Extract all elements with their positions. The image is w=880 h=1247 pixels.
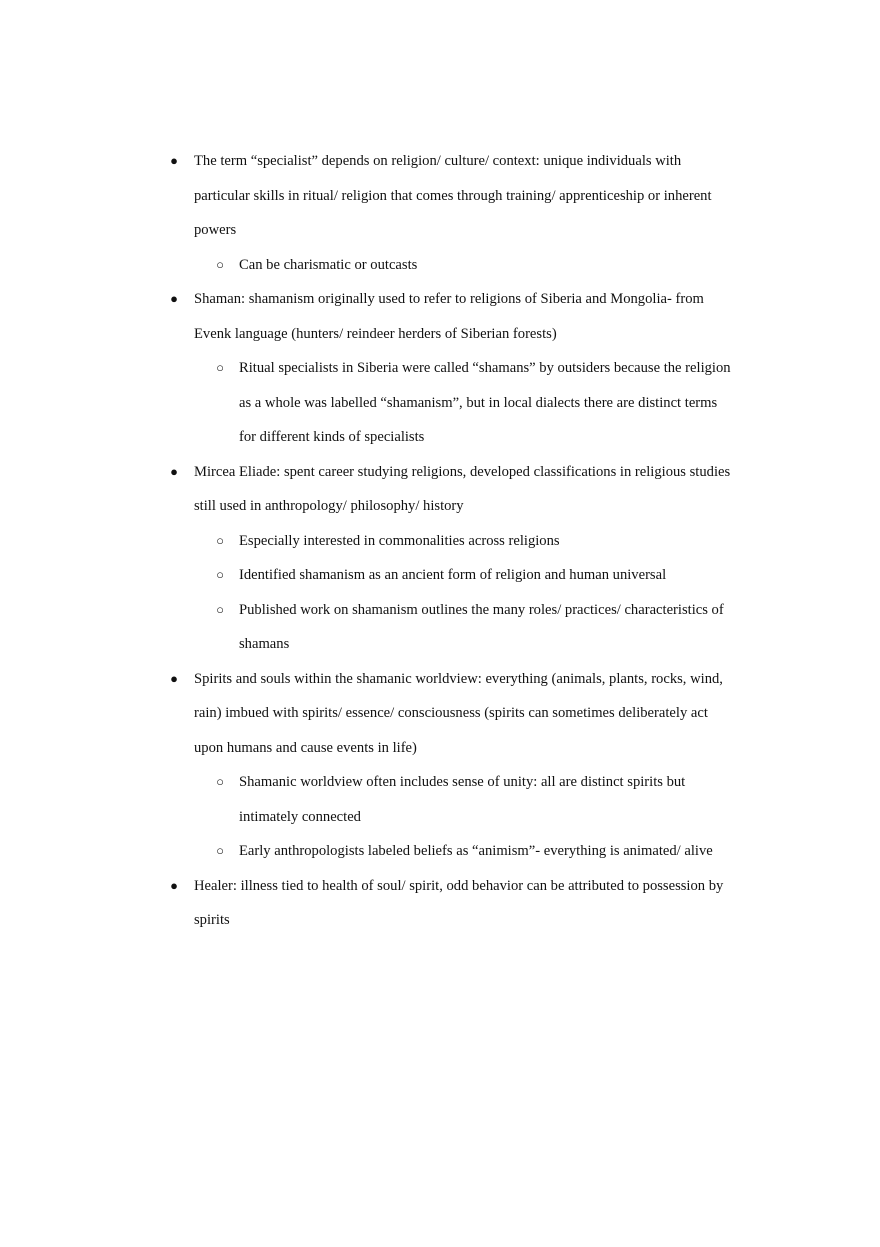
sub-list-item-text: Early anthropologists labeled beliefs as “animism”- everything is animated/ alive (239, 843, 713, 859)
sub-list-item (216, 834, 734, 869)
sub-list-item-text: Published work on shamanism outlines the many roles/ practices/ characteristics of shamans (239, 601, 724, 652)
bullet-circle: ○ (216, 532, 224, 548)
list-item-text: Healer: illness tied to health of soul/ spirit, odd behavior can be attributed to possession by spirits (194, 877, 724, 928)
list-item-text: Spirits and souls within the shamanic worldview: everything (animals, plants, rocks, wind, rain) imbued with spirits/ essence/ consciousness (spirits can sometimes deliberately act upon humans and cause events in life) (194, 670, 723, 756)
bullet-circle: ○ (216, 567, 224, 582)
bullet-circle: ○ (216, 256, 224, 272)
bullet-disc: ● (170, 463, 178, 479)
list-item-text: Shaman: shamanism originally used to refer to religions of Siberia and Mongolia- from Evenk language (hunters/ reindeer herders of Siberian forests) (194, 291, 704, 342)
notes-list (170, 144, 734, 938)
bullet-circle: ○ (216, 360, 224, 375)
list-item (170, 144, 734, 248)
bullet-circle: ○ (216, 774, 224, 789)
sub-list-item (216, 351, 734, 455)
list-item (170, 282, 734, 351)
bullet-circle: ○ (216, 843, 224, 858)
list-item-text: The term “specialist” depends on religion/ culture/ context: unique individuals with particular skills in ritual/ religion that comes through training/ apprenticeship or inherent powers (194, 153, 712, 238)
sub-list-item-text: Identified shamanism as an ancient form of religion and human universal (239, 567, 667, 583)
sub-list-item-text: Ritual specialists in Siberia were called “shamans” by outsiders because the religion as a whole was labelled “shamanism”, but in local dialects there are distinct terms for different kinds of specialists (239, 360, 731, 445)
sub-list-item-text: Can be charismatic or outcasts (239, 256, 418, 273)
bullet-disc: ● (170, 670, 178, 686)
sub-list-item (216, 248, 734, 283)
bullet-disc: ● (170, 153, 178, 168)
sub-list-item (216, 593, 734, 662)
sub-list-item (216, 558, 734, 593)
sub-list-item (216, 524, 734, 559)
list-item-text: Mircea Eliade: spent career studying religions, developed classifications in religious studies still used in anthropology/ philosophy/ history (194, 463, 731, 514)
sub-list-item-text: Shamanic worldview often includes sense of unity: all are distinct spirits but intimately connected (239, 774, 686, 825)
bullet-disc: ● (170, 291, 178, 306)
list-item (170, 662, 734, 766)
bullet-circle: ○ (216, 601, 224, 617)
list-item (170, 869, 734, 938)
bullet-disc: ● (170, 877, 178, 893)
sub-list-item-text: Especially interested in commonalities across religions (239, 532, 560, 549)
sub-list-item (216, 765, 734, 834)
list-item (170, 455, 734, 524)
